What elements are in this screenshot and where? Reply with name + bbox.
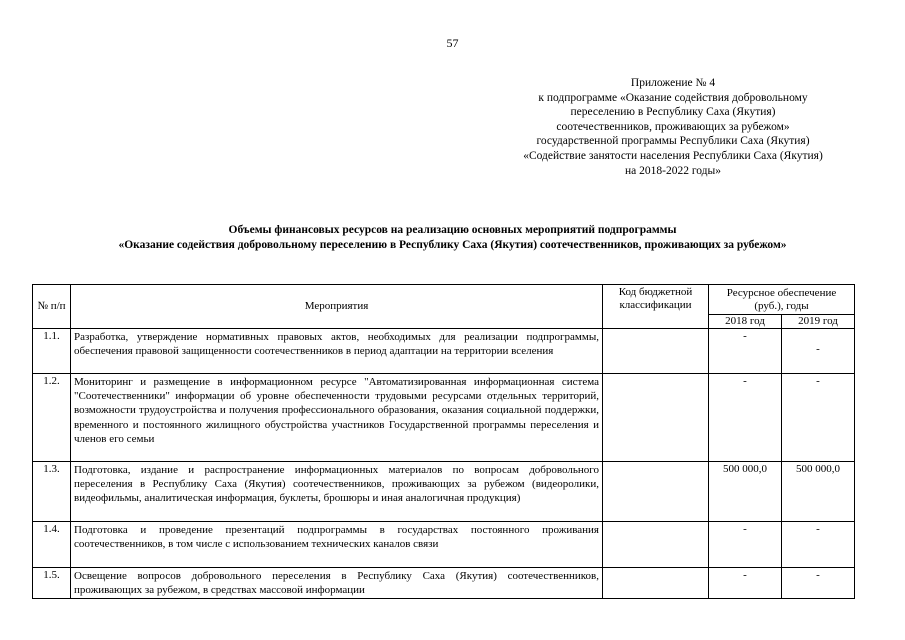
row-value-2018: -	[709, 329, 782, 374]
header-code: Код бюджетной классификации	[603, 285, 709, 329]
row-value-2018: -	[709, 522, 782, 568]
row-activity: Разработка, утверждение нормативных правовых актов, необходимых для реализации подпрограммы, обеспечения правовой защищенности соотечественников в период адаптации на территории вселения	[71, 329, 603, 374]
row-value-2019: -	[782, 374, 855, 462]
appendix-line: Приложение № 4	[630, 77, 716, 89]
row-value-2019: 500 000,0	[782, 462, 855, 522]
header-year-2019: 2019 год	[782, 315, 855, 329]
table-row	[33, 568, 855, 599]
page-number: 57	[446, 36, 459, 50]
row-code	[603, 522, 709, 568]
row-value-2019: -	[782, 568, 855, 599]
header-row	[33, 285, 855, 315]
header-activities: Мероприятия	[71, 285, 603, 329]
document-title	[0, 223, 905, 253]
row-code	[603, 329, 709, 374]
appendix-line: на 2018-2022 годы»	[624, 164, 721, 177]
row-number: 1.2.	[33, 374, 71, 462]
table-row	[33, 374, 855, 462]
appendix-line: к подпрограмме «Оказание содействия добровольному	[538, 91, 808, 104]
table-row	[33, 462, 855, 522]
appendix-line: переселению в Республику Саха (Якутия)	[570, 106, 776, 119]
row-number: 1.5.	[33, 568, 71, 599]
row-code	[603, 568, 709, 599]
row-code	[603, 462, 709, 522]
appendix-line: государственной программы Республики Саха (Якутия)	[536, 135, 810, 148]
appendix-line: соотечественников, проживающих за рубежом»	[556, 120, 790, 133]
appendix-header	[500, 76, 846, 178]
row-number: 1.1.	[33, 329, 71, 374]
appendix-line: «Содействие занятости населения Республики Саха (Якутия)	[523, 149, 823, 162]
row-value-2018: -	[709, 568, 782, 599]
table-row	[33, 522, 855, 568]
row-activity: Подготовка и проведение презентаций подпрограммы в государствах постоянного проживания соотечественников, в том числе с использованием технических каналов связи	[71, 522, 603, 568]
row-value-2018: 500 000,0	[709, 462, 782, 522]
row-value-2019: -	[782, 329, 855, 374]
row-code	[603, 374, 709, 462]
table-row	[33, 329, 855, 374]
header-num: № п/п	[33, 285, 71, 329]
row-value-2019: -	[782, 522, 855, 568]
row-number: 1.3.	[33, 462, 71, 522]
title-line-1: Объемы финансовых ресурсов на реализацию основных мероприятий подпрограммы	[228, 224, 677, 236]
header-year-2018: 2018 год	[709, 315, 782, 329]
header-resources: Ресурсное обеспечение (руб.), годы	[709, 285, 855, 315]
row-value-2018: -	[709, 374, 782, 462]
row-activity: Подготовка, издание и распространение информационных материалов по вопросам добровольного переселения в Республику Саха (Якутия) соотечественников, проживающих за рубежом (видеоролики, видеофильмы, аналитическая информация, буклеты, брошюры и иная аналогичная продукция)	[71, 462, 603, 522]
title-line-2: «Оказание содействия добровольному переселению в Республику Саха (Якутия) соотечественников, проживающих за рубежом»	[118, 239, 787, 251]
row-number: 1.4.	[33, 522, 71, 568]
row-activity: Освещение вопросов добровольного переселения в Республику Саха (Якутия) соотечественников, проживающих за рубежом, в средствах массовой информации	[71, 568, 603, 599]
funding-table	[32, 284, 855, 599]
row-activity: Мониторинг и размещение в информационном ресурсе "Автоматизированная информационная система "Соотечественники" информации об уровне обеспеченности трудовыми ресурсами отдельных территорий, возможности трудоустройства и получения профессионального образования, оказания социальной поддержки, временного и постоянного жилищного обустройства участников Государственной программы переселения и членов его семьи	[71, 374, 603, 462]
